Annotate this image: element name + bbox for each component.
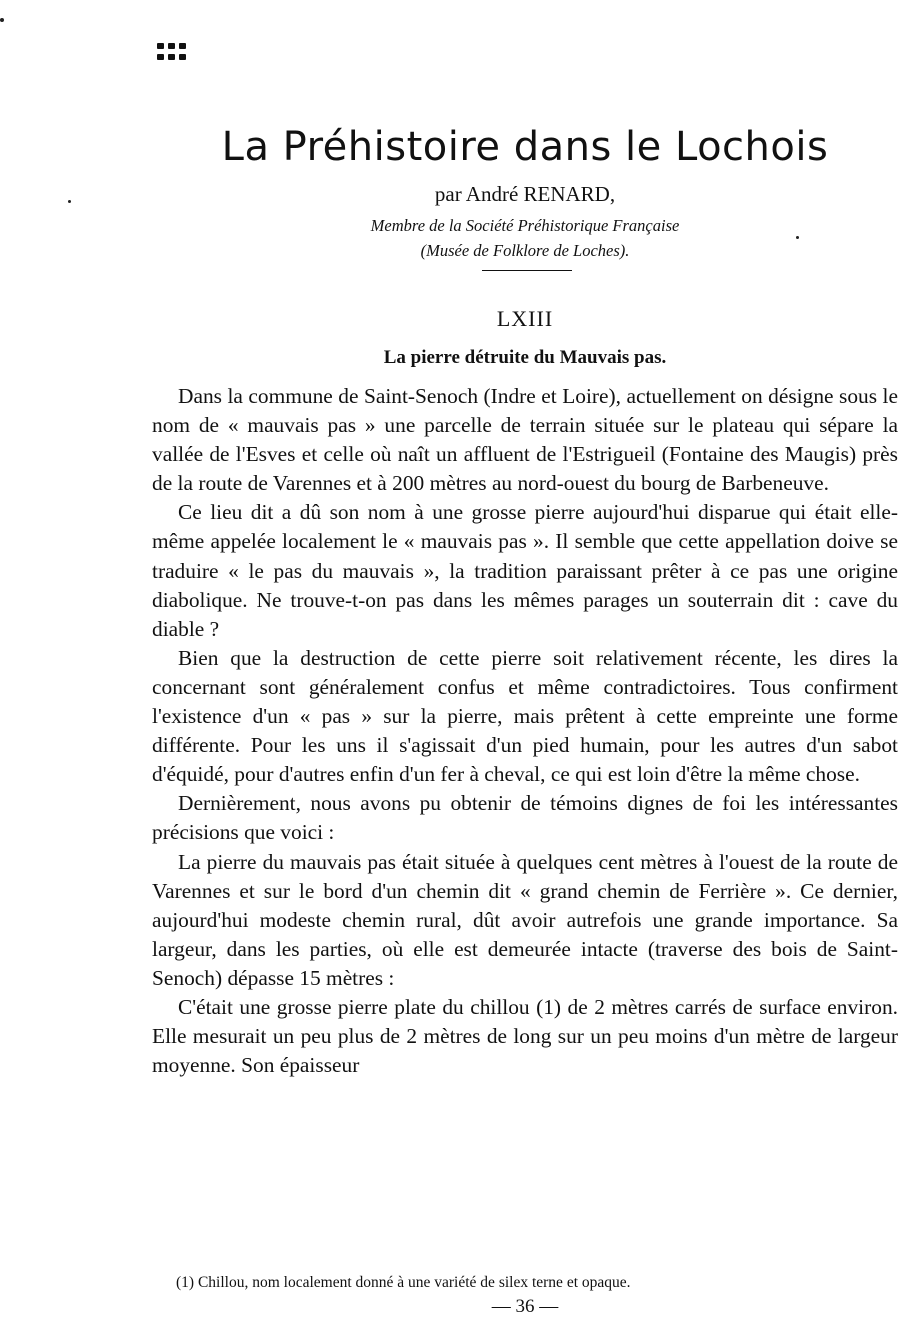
paragraph: Dans la commune de Saint-Senoch (Indre et Loire), actuellement on désigne sous le nom de « mauvais pas » une parcelle de terrain située sur le plateau qui sépare la vallée de l'Esves et celle où naît un affluent de l'Estrigueil (Fontaine des Maugis) près de la route de Varennes et à 200 mètres au nord-ouest du bourg de Barbeneuve. [152, 384, 898, 496]
margin-mark [796, 236, 799, 239]
paragraph: La pierre du mauvais pas était située à quelques cent mètres à l'ouest de la route de Varennes et sur le bord d'un chemin dit « grand chemin de Ferrière ». Ce dernier, aujourd'hui modeste chemin rural, dût avoir autrefois une grande importance. Sa largeur, dans les parties, où elle est demeurée intacte (traverse des bois de Saint-Senoch) dépasse 15 mètres : [152, 849, 898, 990]
paragraph: Dernièrement, nous avons pu obtenir de témoins dignes de foi les intéressantes précisions que voici : [152, 791, 898, 845]
article-body [152, 382, 898, 1080]
paragraph: Bien que la destruction de cette pierre soit relativement récente, les dires la concernant sont généralement confus et même contradictoires. Tous confirment l'existence d'un « pas » sur la pierre, mais prêtent à cette empreinte une forme différente. Pour les uns il s'agissait d'un pied humain, pour les autres d'un sabot d'équidé, pour d'autres enfin d'un fer à cheval, ce qui est loin d'être la même chose. [152, 645, 898, 787]
margin-mark [0, 18, 4, 22]
title-divider [482, 270, 572, 271]
author-line: par André RENARD, [434, 182, 616, 206]
paragraph: Ce lieu dit a dû son nom à une grosse pierre aujourd'hui disparue qui était elle-même appelée localement le « mauvais pas ». Il semble que cette appellation doive se traduire « le pas du mauvais », la tradition paraissant prêter à ce pas une origine diabolique. Ne trouve-t-on pas dans les mêmes parages un souterrain dit : cave du diable ? [152, 500, 898, 641]
ornament-icon [157, 43, 191, 63]
paragraph: C'était une grosse pierre plate du chillou (1) de 2 mètres carrés de surface environ. Elle mesurait un peu plus de 2 mètres de long sur un peu moins d'un mètre de largeur moyenne. Son épaisseur [152, 994, 898, 1078]
section-subtitle: La pierre détruite du Mauvais pas. [383, 347, 667, 368]
page-title: La Préhistoire dans le Lochois [221, 124, 829, 170]
author-affiliation-museum: (Musée de Folklore de Loches). [420, 241, 630, 260]
author-affiliation: Membre de la Société Préhistorique Française [370, 216, 680, 235]
page-number: — 36 — [491, 1296, 559, 1317]
footnote: (1) Chillou, nom localement donné à une variété de silex terne et opaque. [176, 1274, 631, 1291]
chapter-number: LXIII [496, 306, 554, 331]
margin-mark [68, 200, 71, 203]
